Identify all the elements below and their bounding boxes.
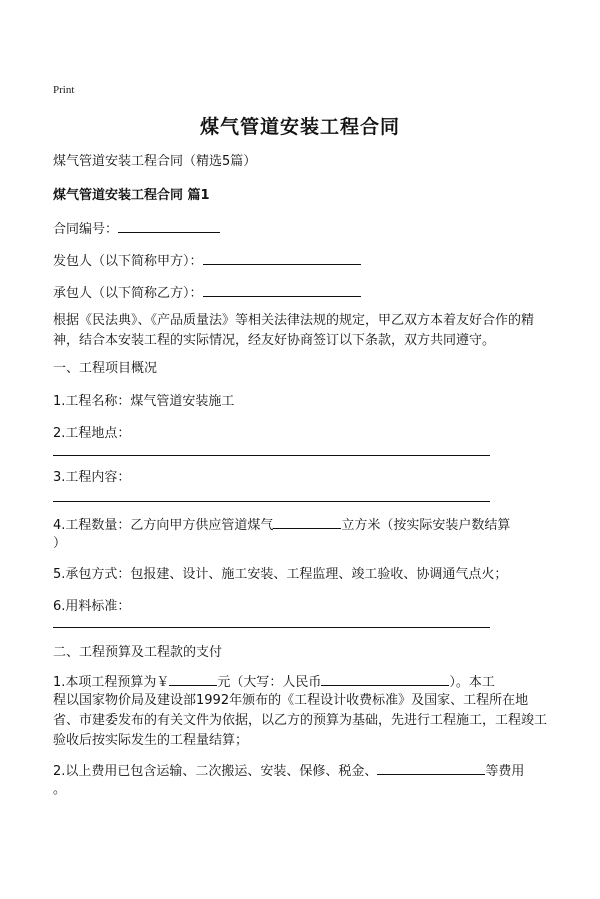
fees-item-line1 [53,760,524,782]
contract-number-label: 合同编号： [53,222,119,237]
material-standard-item: 6.用料标准： [53,599,131,614]
project-name-item: 1.工程名称：煤气管道安装施工 [53,394,235,409]
budget-pre: 1.本项工程预算为￥ [53,675,170,690]
party-a-blank [203,250,361,265]
budget-mid: 元（大写：人民币 [217,675,322,690]
project-quantity-post: 立方米（按实际安装户数结算 [341,518,511,533]
project-quantity-pre: 4.工程数量：乙方向甲方供应管道煤气 [53,518,274,533]
project-quantity-item [53,514,510,536]
project-location-blank [53,455,490,456]
project-content-item: 3.工程内容： [53,470,131,485]
project-quantity-tail: ） [53,536,67,551]
section-heading: 煤气管道安装工程合同 篇1 [53,188,210,203]
party-b-field [53,282,361,304]
contract-number-field [53,218,220,240]
contract-method-item: 5.承包方式：包报建、设计、施工安装、工程监理、竣工验收、协调通气点火； [53,567,508,582]
document-title: 煤气管道安装工程合同 [199,116,400,138]
section1-heading: 一、工程项目概况 [53,361,158,376]
budget-amount-blank [169,671,217,686]
project-quantity-blank [273,514,341,529]
material-standard-blank [53,627,490,628]
party-a-field [53,250,361,272]
contract-number-blank [118,218,220,233]
document-subtitle: 煤气管道安装工程合同（精选5篇） [53,154,257,169]
party-b-blank [203,282,361,297]
party-a-label: 发包人（以下简称甲方）： [53,254,203,269]
fees-post: 等费用 [485,764,525,779]
budget-item-rest: 程以国家物价局及建设部1992年颁布的《工程设计收费标准》及国家、工程所在地省、市建委发布的有关文件为依据，以乙方的预算为基础，先进行工程施工，工程竣工验收后按实际发生的工程量结算； [53,693,548,748]
project-content-blank [53,501,490,502]
budget-uppercase-blank [321,671,449,686]
budget-post: ）。本工 [449,675,495,690]
fees-pre: 2.以上费用已包含运输、二次搬运、安装、保修、税金、 [53,764,378,779]
budget-item-line1 [53,671,495,693]
project-location-item: 2.工程地点： [53,426,131,441]
intro-paragraph: 根据《民法典》、《产品质量法》等相关法律法规的规定，甲乙双方本着友好合作的精神，结合本安装工程的实际情况，经友好协商签订以下条款，双方共同遵守。 [53,313,535,348]
print-label: Print [53,84,75,96]
party-b-label: 承包人（以下简称乙方）： [53,286,203,301]
fees-blank [377,760,485,775]
section2-heading: 二、工程预算及工程款的支付 [53,645,223,660]
fees-item-tail: 。 [53,782,67,797]
